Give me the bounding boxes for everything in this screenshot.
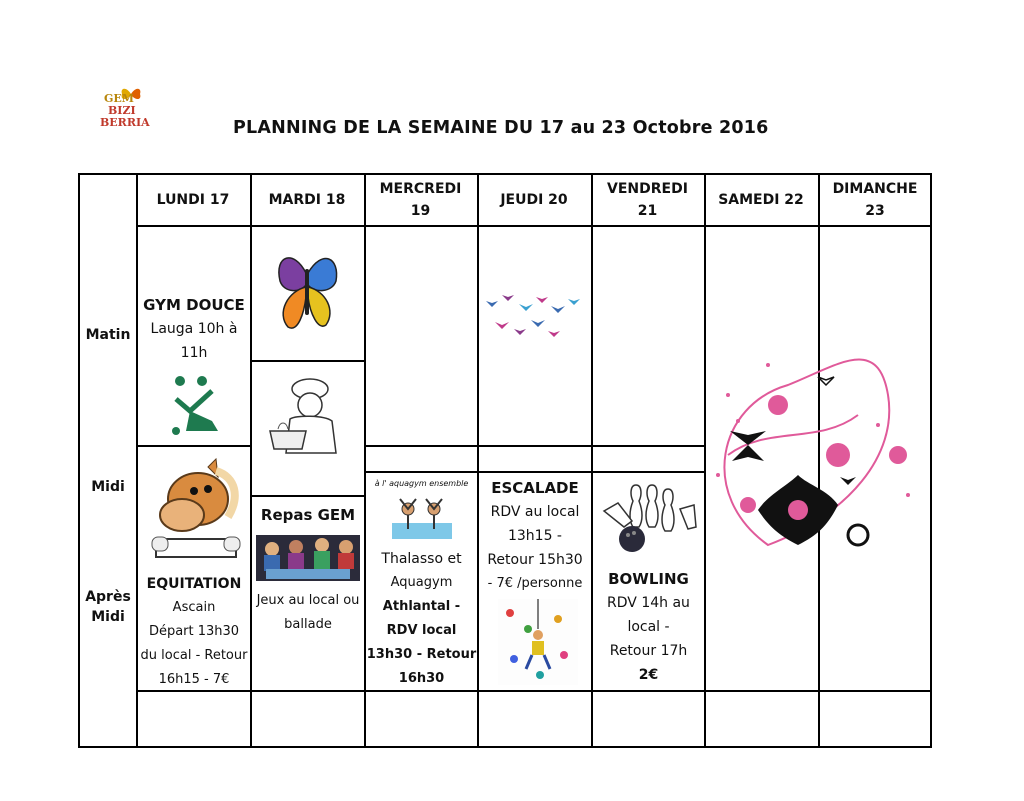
mardi-repas-gem: Repas GEM — [260, 506, 356, 524]
lundi-gym-douce: GYM DOUCE Lauga 10h à 11h — [143, 296, 245, 361]
lundi-equitation: EQUITATION Ascain Départ 13h30 du local - Retour 16h15 - 7€ — [140, 576, 248, 687]
floral-butterfly-decoration-icon — [708, 325, 930, 561]
logo-line-3: BERRIA — [100, 116, 150, 129]
logo — [80, 90, 150, 134]
vendredi-bowling: BOWLING RDV 14h au local - Retour 17h 2€ — [607, 570, 690, 683]
header-mardi: MARDI 18 — [268, 192, 346, 208]
row-label-matin: Matin — [85, 327, 131, 343]
aquagym-caption: à l' aquagym ensemble — [374, 478, 469, 488]
board-game-icon — [256, 535, 360, 581]
gym-figure-icon — [168, 373, 220, 439]
header-dimanche: DIMANCHE 23 — [832, 181, 918, 219]
jeudi-escalade: ESCALADE RDV au local 13h15 - Retour 15h30 - 7€ /personne — [487, 479, 583, 591]
header-lundi: LUNDI 17 — [156, 192, 230, 208]
horse-icon — [146, 457, 246, 561]
butterfly-icon — [274, 253, 340, 333]
mercredi-thalasso: Thalasso et Aquagym Athlantal - RDV local 13h30 - Retour 16h30 — [366, 551, 477, 686]
header-mercredi: MERCREDI 19 — [379, 181, 462, 219]
cook-icon — [266, 375, 342, 457]
bowling-icon — [596, 481, 700, 555]
row-label-midi: Midi — [91, 479, 125, 495]
aquagym-icon — [392, 495, 452, 539]
butterflies-icon — [482, 291, 588, 343]
climbing-wall-icon — [498, 599, 578, 685]
header-samedi: SAMEDI 22 — [718, 192, 804, 208]
header-jeudi: JEUDI 20 — [500, 192, 568, 208]
schedule-table — [78, 173, 932, 748]
logo-line-2: BIZI — [108, 104, 136, 117]
logo-line-1: GEM — [104, 92, 134, 105]
header-vendredi: VENDREDI 21 — [607, 181, 688, 219]
page-title: PLANNING DE LA SEMAINE DU 17 au 23 Octobre 2016 — [233, 118, 769, 138]
row-label-apres-midi: Après Midi — [85, 589, 131, 625]
mardi-jeux: Jeux au local ou ballade — [256, 593, 360, 632]
